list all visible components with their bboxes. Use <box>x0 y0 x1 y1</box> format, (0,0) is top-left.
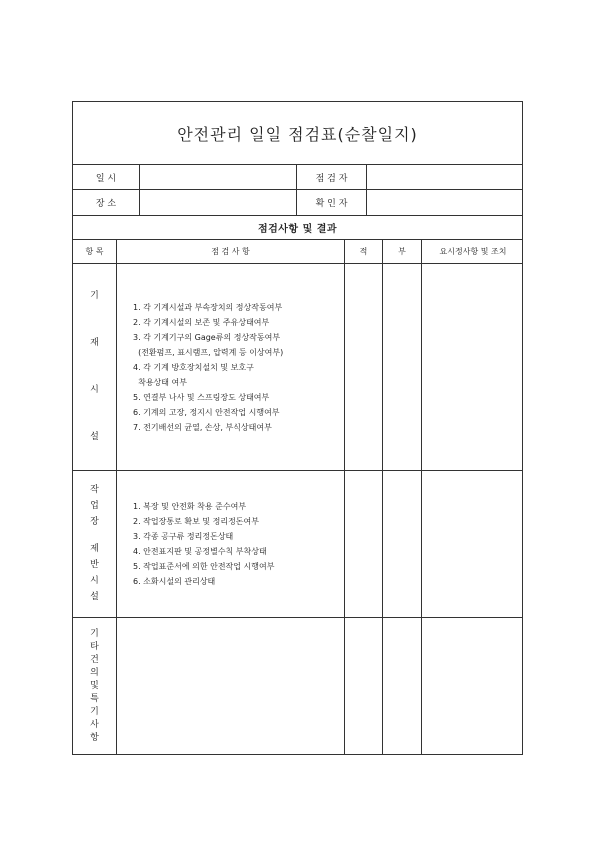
list-item: 7. 전기배선의 균열, 손상, 부식상태여부 <box>133 423 272 432</box>
confirmer-label: 확 인 자 <box>297 190 367 215</box>
action-cell[interactable] <box>422 264 524 470</box>
check-items-cell[interactable] <box>117 618 345 754</box>
table-row <box>73 471 522 618</box>
list-item: 1. 각 기계시설과 부속장치의 정상작동여부 <box>133 303 283 312</box>
list-item: (전환펌프, 표시램프, 압력계 등 이상여부) <box>133 348 284 357</box>
ok-cell[interactable] <box>345 264 383 470</box>
inspector-field[interactable] <box>367 165 524 189</box>
ok-cell[interactable] <box>345 618 383 754</box>
place-field[interactable] <box>140 190 297 215</box>
ok-cell[interactable] <box>345 471 383 617</box>
table-row <box>73 618 522 754</box>
section-title: 점검사항 및 결과 <box>257 224 338 235</box>
ng-cell[interactable] <box>383 264 422 470</box>
section-label: 기 재 시 설 <box>73 264 117 470</box>
page-title: 안전관리 일일 점검표(순찰일지) <box>73 102 522 165</box>
action-cell[interactable] <box>422 618 524 754</box>
confirmer-field[interactable] <box>367 190 524 215</box>
header-check: 점 검 사 항 <box>117 240 345 263</box>
table-header <box>73 240 522 264</box>
list-item: 6. 소화시설의 관리상태 <box>133 577 216 586</box>
list-item: 3. 각종 공구류 정리정돈상태 <box>133 532 234 541</box>
header-action: 요시정사항 및 조치 <box>439 247 507 256</box>
place-label: 장 소 <box>73 190 140 215</box>
list-item: 1. 복장 및 안전화 착용 준수여부 <box>133 502 247 511</box>
header-item: 항 목 <box>73 240 117 263</box>
header-ng: 부 <box>383 240 422 263</box>
list-item: 4. 각 기계 방호장치설치 및 보호구 <box>133 363 254 372</box>
info-row-date <box>73 165 522 190</box>
ng-cell[interactable] <box>383 618 422 754</box>
action-cell[interactable] <box>422 471 524 617</box>
list-item: 5. 연결부 나사 및 스프링장도 상태여부 <box>133 393 270 402</box>
section-label: 기 타 건 의 및 특 기 사 항 <box>73 618 117 754</box>
list-item: 5. 작업표준서에 의한 안전작업 시행여부 <box>133 562 275 571</box>
inspection-form <box>72 101 523 755</box>
check-items-list <box>133 300 283 435</box>
list-item: 3. 각 기계기구의 Gage류의 정상작동여부 <box>133 333 281 342</box>
check-items-list <box>133 499 274 589</box>
ng-cell[interactable] <box>383 471 422 617</box>
section-title-row <box>73 216 522 240</box>
date-label: 일 시 <box>73 165 140 189</box>
section-label: 작 업 장 제 반 시 설 <box>73 471 117 617</box>
list-item: 2. 작업장통로 확보 및 정리정돈여부 <box>133 517 259 526</box>
list-item: 4. 안전표지판 및 공정별수칙 부착상태 <box>133 547 267 556</box>
info-row-place <box>73 190 522 216</box>
list-item: 6. 기계의 고장, 정지시 안전작업 시행여부 <box>133 408 280 417</box>
table-row <box>73 264 522 471</box>
header-ok: 적 <box>345 240 383 263</box>
date-field[interactable] <box>140 165 297 189</box>
list-item: 착용상태 여부 <box>133 378 187 387</box>
inspector-label: 점 검 자 <box>297 165 367 189</box>
list-item: 2. 각 기계시설의 보존 및 주유상태여부 <box>133 318 270 327</box>
